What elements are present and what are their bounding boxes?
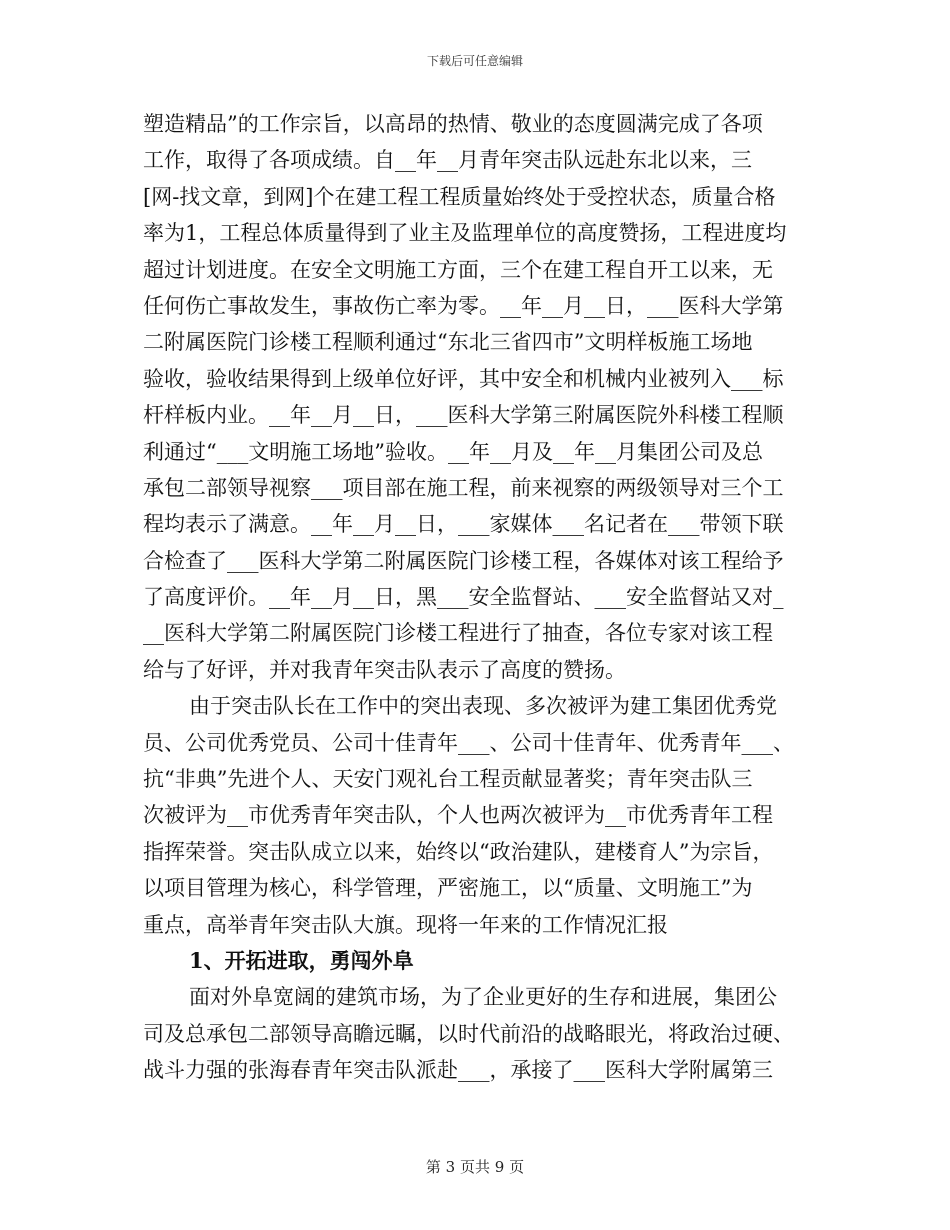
body-line: 次被评为__市优秀青年突击队，个人也两次被评为__市优秀青年工程: [143, 803, 773, 828]
body-line: [网-找文章，到网]个在建工程工程质量始终处于受控状态，质量合格: [143, 184, 776, 209]
paragraph-first-line: 由于突击队长在工作中的突出表现、多次被评为建工集团优秀党: [189, 694, 777, 719]
body-line: 给与了好评，并对我青年突击队表示了高度的赞扬。: [143, 657, 626, 682]
body-line: 工作，取得了各项成绩。自__年__月青年突击队远赴东北以来，三: [143, 148, 752, 173]
body-line: 杆样板内业。__年__月__日，___医科大学第三附属医院外科楼工程顺: [143, 403, 784, 428]
body-line: 承包二部领导视察___项目部在施工程，前来视察的两级领导对三个工: [143, 475, 784, 500]
body-line: 验收，验收结果得到上级单位好评，其中安全和机械内业被列入___标: [143, 366, 784, 391]
page-number: 第 3 页共 9 页: [425, 1158, 525, 1176]
body-line: 指挥荣誉。突击队成立以来，始终以“政治建队，建楼育人”为宗旨，: [143, 839, 774, 864]
body-line: 任何伤亡事故发生，事故伤亡率为零。__年__月__日，___医科大学第: [143, 293, 784, 318]
body-line: 员、公司优秀党员、公司十佳青年___、公司十佳青年、优秀青年___、: [143, 730, 794, 755]
body-line: 司及总承包二部领导高瞻远瞩，以时代前沿的战略眼光，将政治过硬、: [143, 1021, 794, 1046]
body-line: 重点，高举青年突击队大旗。现将一年来的工作情况汇报: [143, 912, 668, 937]
body-line: 利通过“___文明施工场地”验收。__年__月及__年__月集团公司及总: [143, 439, 763, 464]
body-line: 抗“非典”先进个人、天安门观礼台工程贡献显著奖；青年突击队三: [143, 767, 753, 792]
paragraph-first-line: 面对外阜宽阔的建筑市场，为了企业更好的生存和进展，集团公: [189, 985, 777, 1010]
body-line: 率为1，工程总体质量得到了业主及监理单位的高度赞扬，工程进度均: [143, 221, 787, 246]
body-line: 程均表示了满意。__年__月__日，___家媒体___名记者在___带领下联: [143, 512, 784, 537]
body-line: 二附属医院门诊楼工程顺利通过“东北三省四市”文明样板施工场地: [143, 330, 753, 355]
body-line: 以项目管理为核心，科学管理，严密施工，以“质量、文明施工”为: [143, 876, 753, 901]
body-line: 超过计划进度。在安全文明施工方面，三个在建工程自开工以来，无: [143, 257, 773, 282]
body-line: __医科大学第二附属医院门诊楼工程进行了抽查，各位专家对该工程: [143, 621, 773, 646]
body-line: 合检查了___医科大学第二附属医院门诊楼工程，各媒体对该工程给予: [143, 548, 784, 573]
section-heading: 1、开拓进取，勇闯外阜: [189, 947, 414, 973]
document-body: [143, 106, 807, 1089]
body-line: 了高度评价。__年__月__日，黑___安全监督站、___安全监督站又对_: [143, 585, 784, 610]
page-header: 下载后可任意编辑: [426, 54, 523, 68]
body-line: 塑造精品”的工作宗旨，以高昂的热情、敬业的态度圆满完成了各项: [143, 112, 763, 136]
body-line: 战斗力强的张海春青年突击队派赴___，承接了___医科大学附属第三: [143, 1058, 773, 1083]
